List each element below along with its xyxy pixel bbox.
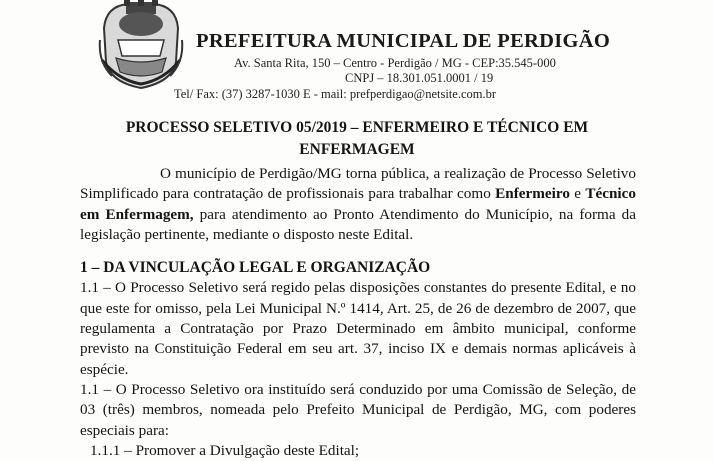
intro-paragraph (80, 164, 636, 245)
municipal-coat-of-arms-icon (98, 0, 184, 90)
org-contact: Tel/ Fax: (37) 3287-1030 E - mail: prefperdigao@netsite.com.br (174, 87, 497, 101)
clause-1-1-commission: 1.1 – O Processo Seletivo ora instituído será conduzido por uma Comissão de Seleção, de 03 (três) membros, nomeada pelo Prefeito Municipal de Perdigão, MG, com poderes especiais para: (80, 380, 636, 439)
org-cnpj: CNPJ – 18.301.051.0001 / 19 (345, 71, 494, 85)
document-title: PROCESSO SELETIVO 05/2019 – ENFERMEIRO E TÉCNICO EM (125, 119, 589, 136)
clause-1-1: 1.1 – O Processo Seletivo será regido pelas disposições constantes do presente Edital, e no que este for omisso, pela Lei Municipal N.º 1414, Art. 25, de 26 de dezembro de 2007, que regulamenta a Contratação por Prazo Determinado em âmbito municipal, conforme previsto na Constituição Federal em seu art. 37, inciso IX e demais normas aplicáveis à espécie. (80, 279, 636, 378)
intro-text: O município de Perdigão/MG torna pública, a realização de Processo Seletivo Simplificado para contratação de profissionais para trabalhar como (80, 165, 636, 203)
section-heading: 1 – DA VINCULAÇÃO LEGAL E ORGANIZAÇÃO (80, 259, 431, 277)
clause-1-1-1: 1.1.1 – Promover a Divulgação deste Edital; (90, 441, 360, 459)
org-address: Av. Santa Rita, 150 – Centro - Perdigão / MG - CEP:35.545-000 (234, 56, 556, 70)
intro-text-end: para atendimento ao Pronto Atendimento do Município, na forma da legislação pertinente, mediante o disposto neste Edital. (80, 205, 636, 243)
document-title-line2: ENFERMAGEM (299, 141, 415, 158)
intro-text-conj: e (569, 185, 586, 203)
org-name: PREFEITURA MUNICIPAL DE PERDIGÃO (196, 30, 611, 52)
intro-role-enfermeiro: Enfermeiro (495, 185, 570, 203)
document-body (80, 164, 636, 461)
intro-role-tecnico: Técnico em Enfermagem, (80, 185, 636, 223)
